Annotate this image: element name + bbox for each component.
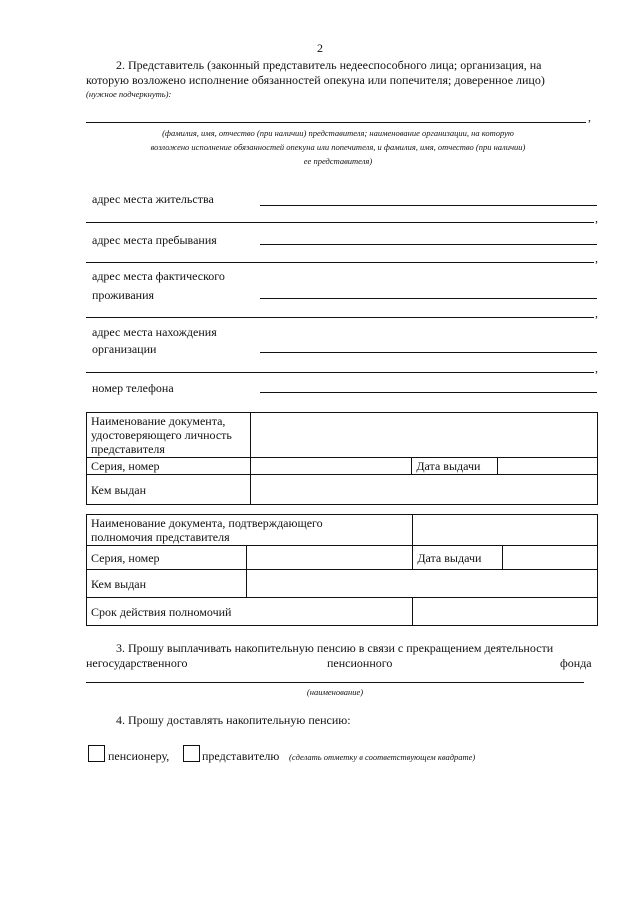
representative-name-line[interactable] xyxy=(86,122,586,123)
comma: , xyxy=(595,361,598,375)
section2-hint: (нужное подчеркнуть): xyxy=(86,89,172,99)
stay-address-label: адрес места пребывания xyxy=(92,233,217,247)
series-number-label: Серия, номер xyxy=(87,458,251,475)
issued-by-value[interactable] xyxy=(250,475,597,505)
fund-name-caption: (наименование) xyxy=(306,687,364,697)
section2-heading-line1: 2. Представитель (законный представитель недееспособного лица; организация, на xyxy=(116,58,542,72)
identity-document-table xyxy=(86,412,598,505)
representative-option-label: представителю xyxy=(202,749,280,763)
pensioner-checkbox[interactable] xyxy=(88,745,105,762)
org-address-label-line1: адрес места нахождения xyxy=(92,325,217,339)
section3-word3: фонда xyxy=(560,656,592,670)
doc-name-label-line1: Наименование документа, xyxy=(91,414,226,428)
section4-line1: 4. Прошу доставлять накопительную пенсию: xyxy=(116,713,351,727)
page-number: 2 xyxy=(317,41,323,55)
actual-address-label-line1: адрес места фактического xyxy=(92,269,225,283)
residence-address-field-2[interactable] xyxy=(86,222,594,223)
doc-name-label xyxy=(87,413,251,458)
phone-field[interactable] xyxy=(260,392,597,393)
representative-checkbox[interactable] xyxy=(183,745,200,762)
doc-name-label-line2: удостоверяющего личность xyxy=(91,428,232,442)
authority-series-number-value[interactable] xyxy=(246,546,413,570)
authority-series-number-label: Серия, номер xyxy=(87,546,247,570)
issued-by-label: Кем выдан xyxy=(87,475,251,505)
org-address-field-2[interactable] xyxy=(86,372,594,373)
comma: , xyxy=(595,306,598,320)
representative-caption-line1: (фамилия, имя, отчество (при наличии) представителя; наименование организации, на которую xyxy=(162,128,514,138)
section4-hint: (сделать отметку в соответствующем квадрате) xyxy=(289,752,476,762)
series-number-value[interactable] xyxy=(250,458,412,475)
authority-doc-label xyxy=(87,515,413,546)
section3-word1: негосударственного xyxy=(86,656,188,670)
authority-doc-label-line2: полномочия представителя xyxy=(91,530,230,544)
issue-date-value[interactable] xyxy=(498,458,598,475)
validity-value[interactable] xyxy=(413,598,598,626)
pensioner-option-label: пенсионеру, xyxy=(108,749,170,763)
validity-label: Срок действия полномочий xyxy=(87,598,413,626)
authority-issued-by-value[interactable] xyxy=(246,570,597,598)
section2-heading-line2: которую возложено исполнение обязанностей опекуна или попечителя; доверенное лицо) xyxy=(86,73,545,87)
authority-document-table xyxy=(86,514,598,626)
org-address-field[interactable] xyxy=(260,352,597,353)
authority-issue-date-label: Дата выдачи xyxy=(413,546,503,570)
actual-address-field-2[interactable] xyxy=(86,317,594,318)
comma: , xyxy=(595,211,598,225)
representative-caption-line2: возложено исполнение обязанностей опекуна или попечителя, и фамилия, имя, отчество (при наличии) xyxy=(150,142,526,152)
issue-date-label: Дата выдачи xyxy=(412,458,498,475)
org-address-label-line2: организации xyxy=(92,342,157,356)
stay-address-field[interactable] xyxy=(260,244,597,245)
fund-name-field[interactable] xyxy=(86,682,584,683)
stay-address-field-2[interactable] xyxy=(86,262,594,263)
comma: , xyxy=(595,251,598,265)
comma: , xyxy=(588,110,591,124)
actual-address-label-line2: проживания xyxy=(92,288,155,302)
actual-address-field[interactable] xyxy=(260,298,597,299)
residence-address-field[interactable] xyxy=(260,205,597,206)
doc-name-value[interactable] xyxy=(250,413,597,458)
authority-doc-value[interactable] xyxy=(413,515,598,546)
representative-caption-line3: ее представителя) xyxy=(303,156,373,166)
authority-doc-label-line1: Наименование документа, подтверждающего xyxy=(91,516,323,530)
authority-issued-by-label: Кем выдан xyxy=(87,570,247,598)
section3-word2: пенсионного xyxy=(327,656,393,670)
phone-label: номер телефона xyxy=(92,381,174,395)
authority-issue-date-value[interactable] xyxy=(503,546,598,570)
section3-line1: 3. Прошу выплачивать накопительную пенсию в связи с прекращением деятельности xyxy=(116,641,554,655)
residence-address-label: адрес места жительства xyxy=(92,192,214,206)
doc-name-label-line3: представителя xyxy=(91,442,165,456)
